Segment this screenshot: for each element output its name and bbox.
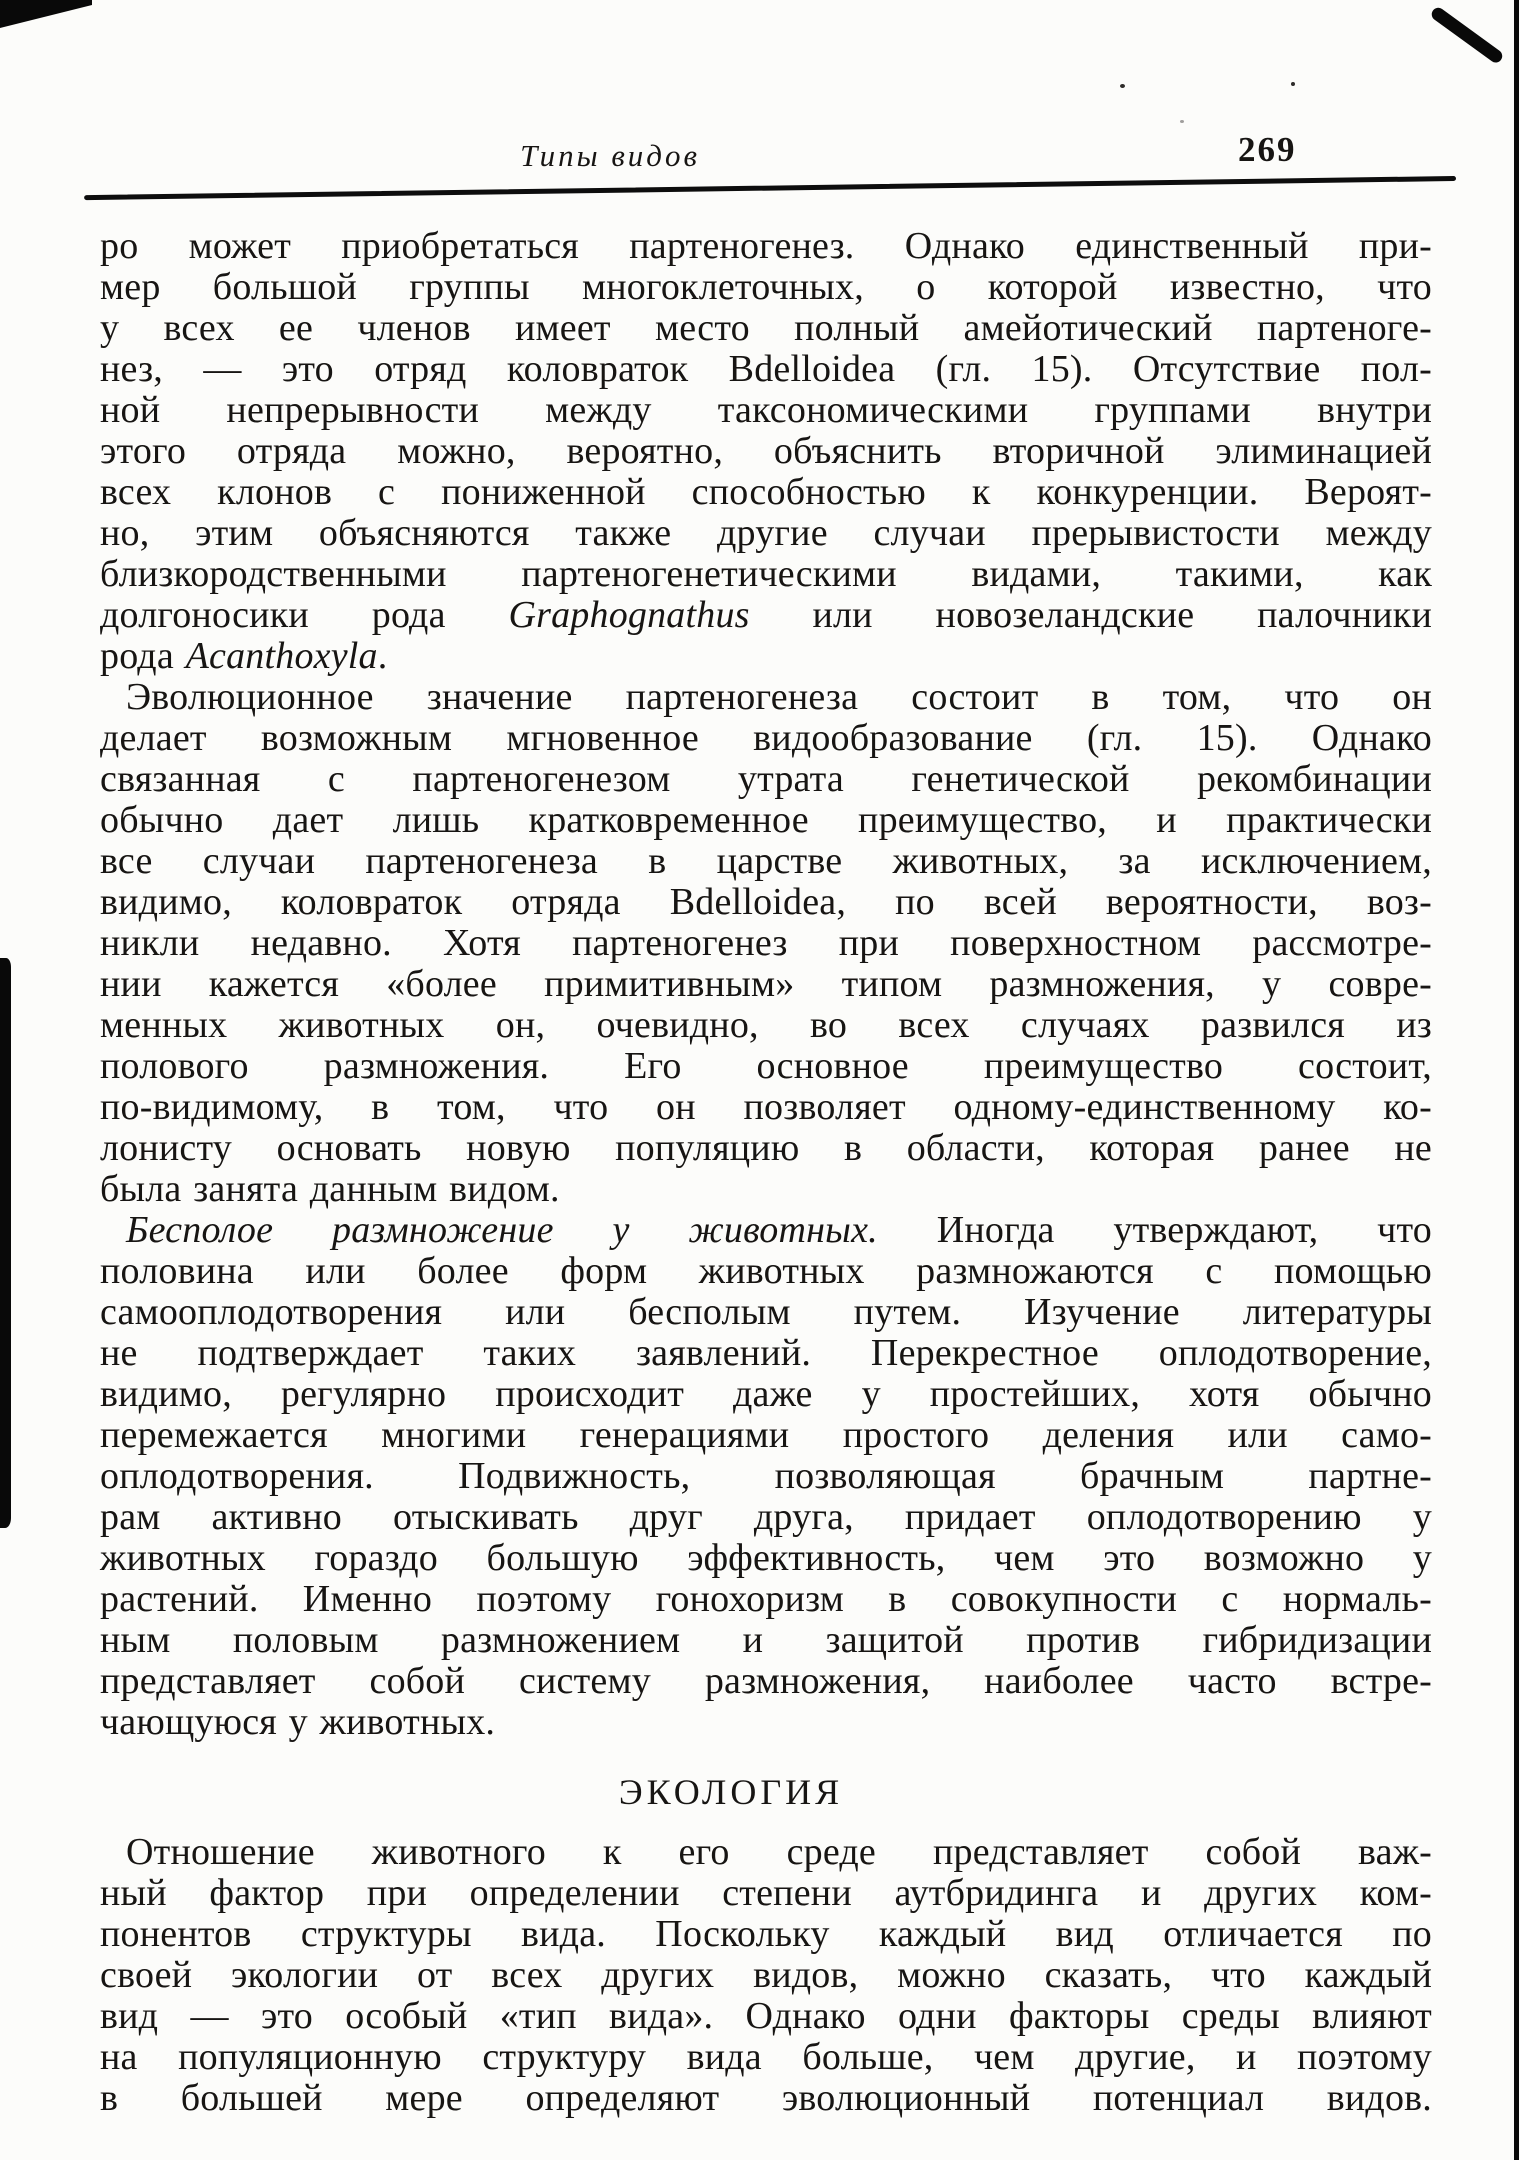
text-line: в большей мере определяют эволюционный потенциал видов. (100, 2077, 1432, 2119)
page-edge-line-right (1514, 0, 1519, 2160)
text-line: оплодотворения. Подвижность, позволяющая брачным партне- (100, 1455, 1432, 1497)
scan-artifact-diagonal-stroke (1429, 5, 1505, 65)
text-line: своей экологии от всех других видов, можно сказать, что каждый (100, 1954, 1432, 1996)
text-line: рода Acanthoxyla. (100, 635, 388, 677)
text-line: растений. Именно поэтому гонохоризм в совокупности с нормаль- (100, 1578, 1432, 1620)
text-line: видимо, коловраток отряда Bdelloidea, по всей вероятности, воз- (100, 881, 1432, 923)
text-line: рам активно отыскивать друг друга, придает оплодотворению у (100, 1496, 1432, 1538)
text-line: этого отряда можно, вероятно, объяснить вторичной элиминацией (100, 430, 1432, 472)
text-line: менных животных он, очевидно, во всех случаях развился из (100, 1004, 1432, 1046)
text-line: Бесполое размножение у животных. Иногда утверждают, что (126, 1209, 1432, 1251)
text-line: ным половым размножением и защитой против гибридизации (100, 1619, 1432, 1661)
text-line: мер большой группы многоклеточных, о которой известно, что (100, 266, 1432, 308)
text-line: представляет собой систему размножения, наиболее часто встре- (100, 1660, 1432, 1702)
text-line: ной непрерывности между таксономическими группами внутри (100, 389, 1432, 431)
text-line: долгоносики рода Graphognathus или новозеландские палочники (100, 594, 1432, 636)
text-line: самооплодотворения или бесполым путем. Изучение литературы (100, 1291, 1432, 1333)
text-line: обычно дает лишь кратковременное преимущество, и практически (100, 799, 1432, 841)
text-line: перемежается многими генерациями простого деления или само- (100, 1414, 1432, 1456)
running-head-title: Типы видов (520, 138, 700, 173)
text-line: не подтверждает таких заявлений. Перекрестное оплодотворение, (100, 1332, 1432, 1374)
text-line: вид — это особый «тип вида». Однако одни факторы среды влияют (100, 1995, 1432, 2037)
text-line: лонисту основать новую популяцию в области, которая ранее не (100, 1127, 1432, 1169)
text-line: все случаи партеногенеза в царстве животных, за исключением, (100, 840, 1432, 882)
ink-speck (1291, 82, 1295, 86)
page-body (100, 226, 1432, 2119)
ink-speck (1120, 84, 1125, 88)
text-line: нез, — это отряд коловраток Bdelloidea (гл. 15). Отсутствие пол- (100, 348, 1432, 390)
text-line: на популяционную структуру вида больше, чем другие, и поэтому (100, 2036, 1432, 2078)
scan-artifact-top-left-wedge (0, 0, 92, 28)
text-line: нии кажется «более примитивным» типом размножения, у совре- (100, 963, 1432, 1005)
text-line: но, этим объясняются также другие случаи прерывистости между (100, 512, 1432, 554)
text-line: близкородственными партеногенетическими видами, такими, как (100, 553, 1432, 595)
text-line: Отношение животного к его среде представляет собой важ- (126, 1831, 1432, 1873)
text-line: у всех ее членов имеет место полный амейотический партеноге- (100, 307, 1432, 349)
text-line: связанная с партеногенезом утрата генетической рекомбинации (100, 758, 1432, 800)
text-line: понентов структуры вида. Поскольку каждый вид отличается по (100, 1913, 1432, 1955)
text-line: делает возможным мгновенное видообразование (гл. 15). Однако (100, 717, 1432, 759)
text-line: по-видимому, в том, что он позволяет одному-единственному ко- (100, 1086, 1432, 1128)
text-line: была занята данным видом. (100, 1168, 560, 1210)
text-line: животных гораздо большую эффективность, чем это возможно у (100, 1537, 1432, 1579)
text-line: никли недавно. Хотя партеногенез при поверхностном рассмотре- (100, 922, 1432, 964)
text-line: ро может приобретаться партеногенез. Однако единственный при- (100, 225, 1432, 267)
ink-speck (1180, 120, 1184, 123)
text-line: чающуюся у животных. (100, 1701, 496, 1743)
page-number: 269 (1238, 130, 1297, 169)
header-rule (84, 176, 1456, 200)
text-line: ный фактор при определении степени аутбридинга и других ком- (100, 1872, 1432, 1914)
scan-artifact-left-bar (0, 958, 11, 1528)
section-heading: ЭКОЛОГИЯ (618, 1772, 844, 1812)
text-line: всех клонов с пониженной способностью к конкуренции. Вероят- (100, 471, 1432, 513)
text-line: видимо, регулярно происходит даже у простейших, хотя обычно (100, 1373, 1432, 1415)
text-line: полового размножения. Его основное преимущество состоит, (100, 1045, 1432, 1087)
text-line: половина или более форм животных размножаются с помощью (100, 1250, 1432, 1292)
text-line: Эволюционное значение партеногенеза состоит в том, что он (126, 676, 1432, 718)
